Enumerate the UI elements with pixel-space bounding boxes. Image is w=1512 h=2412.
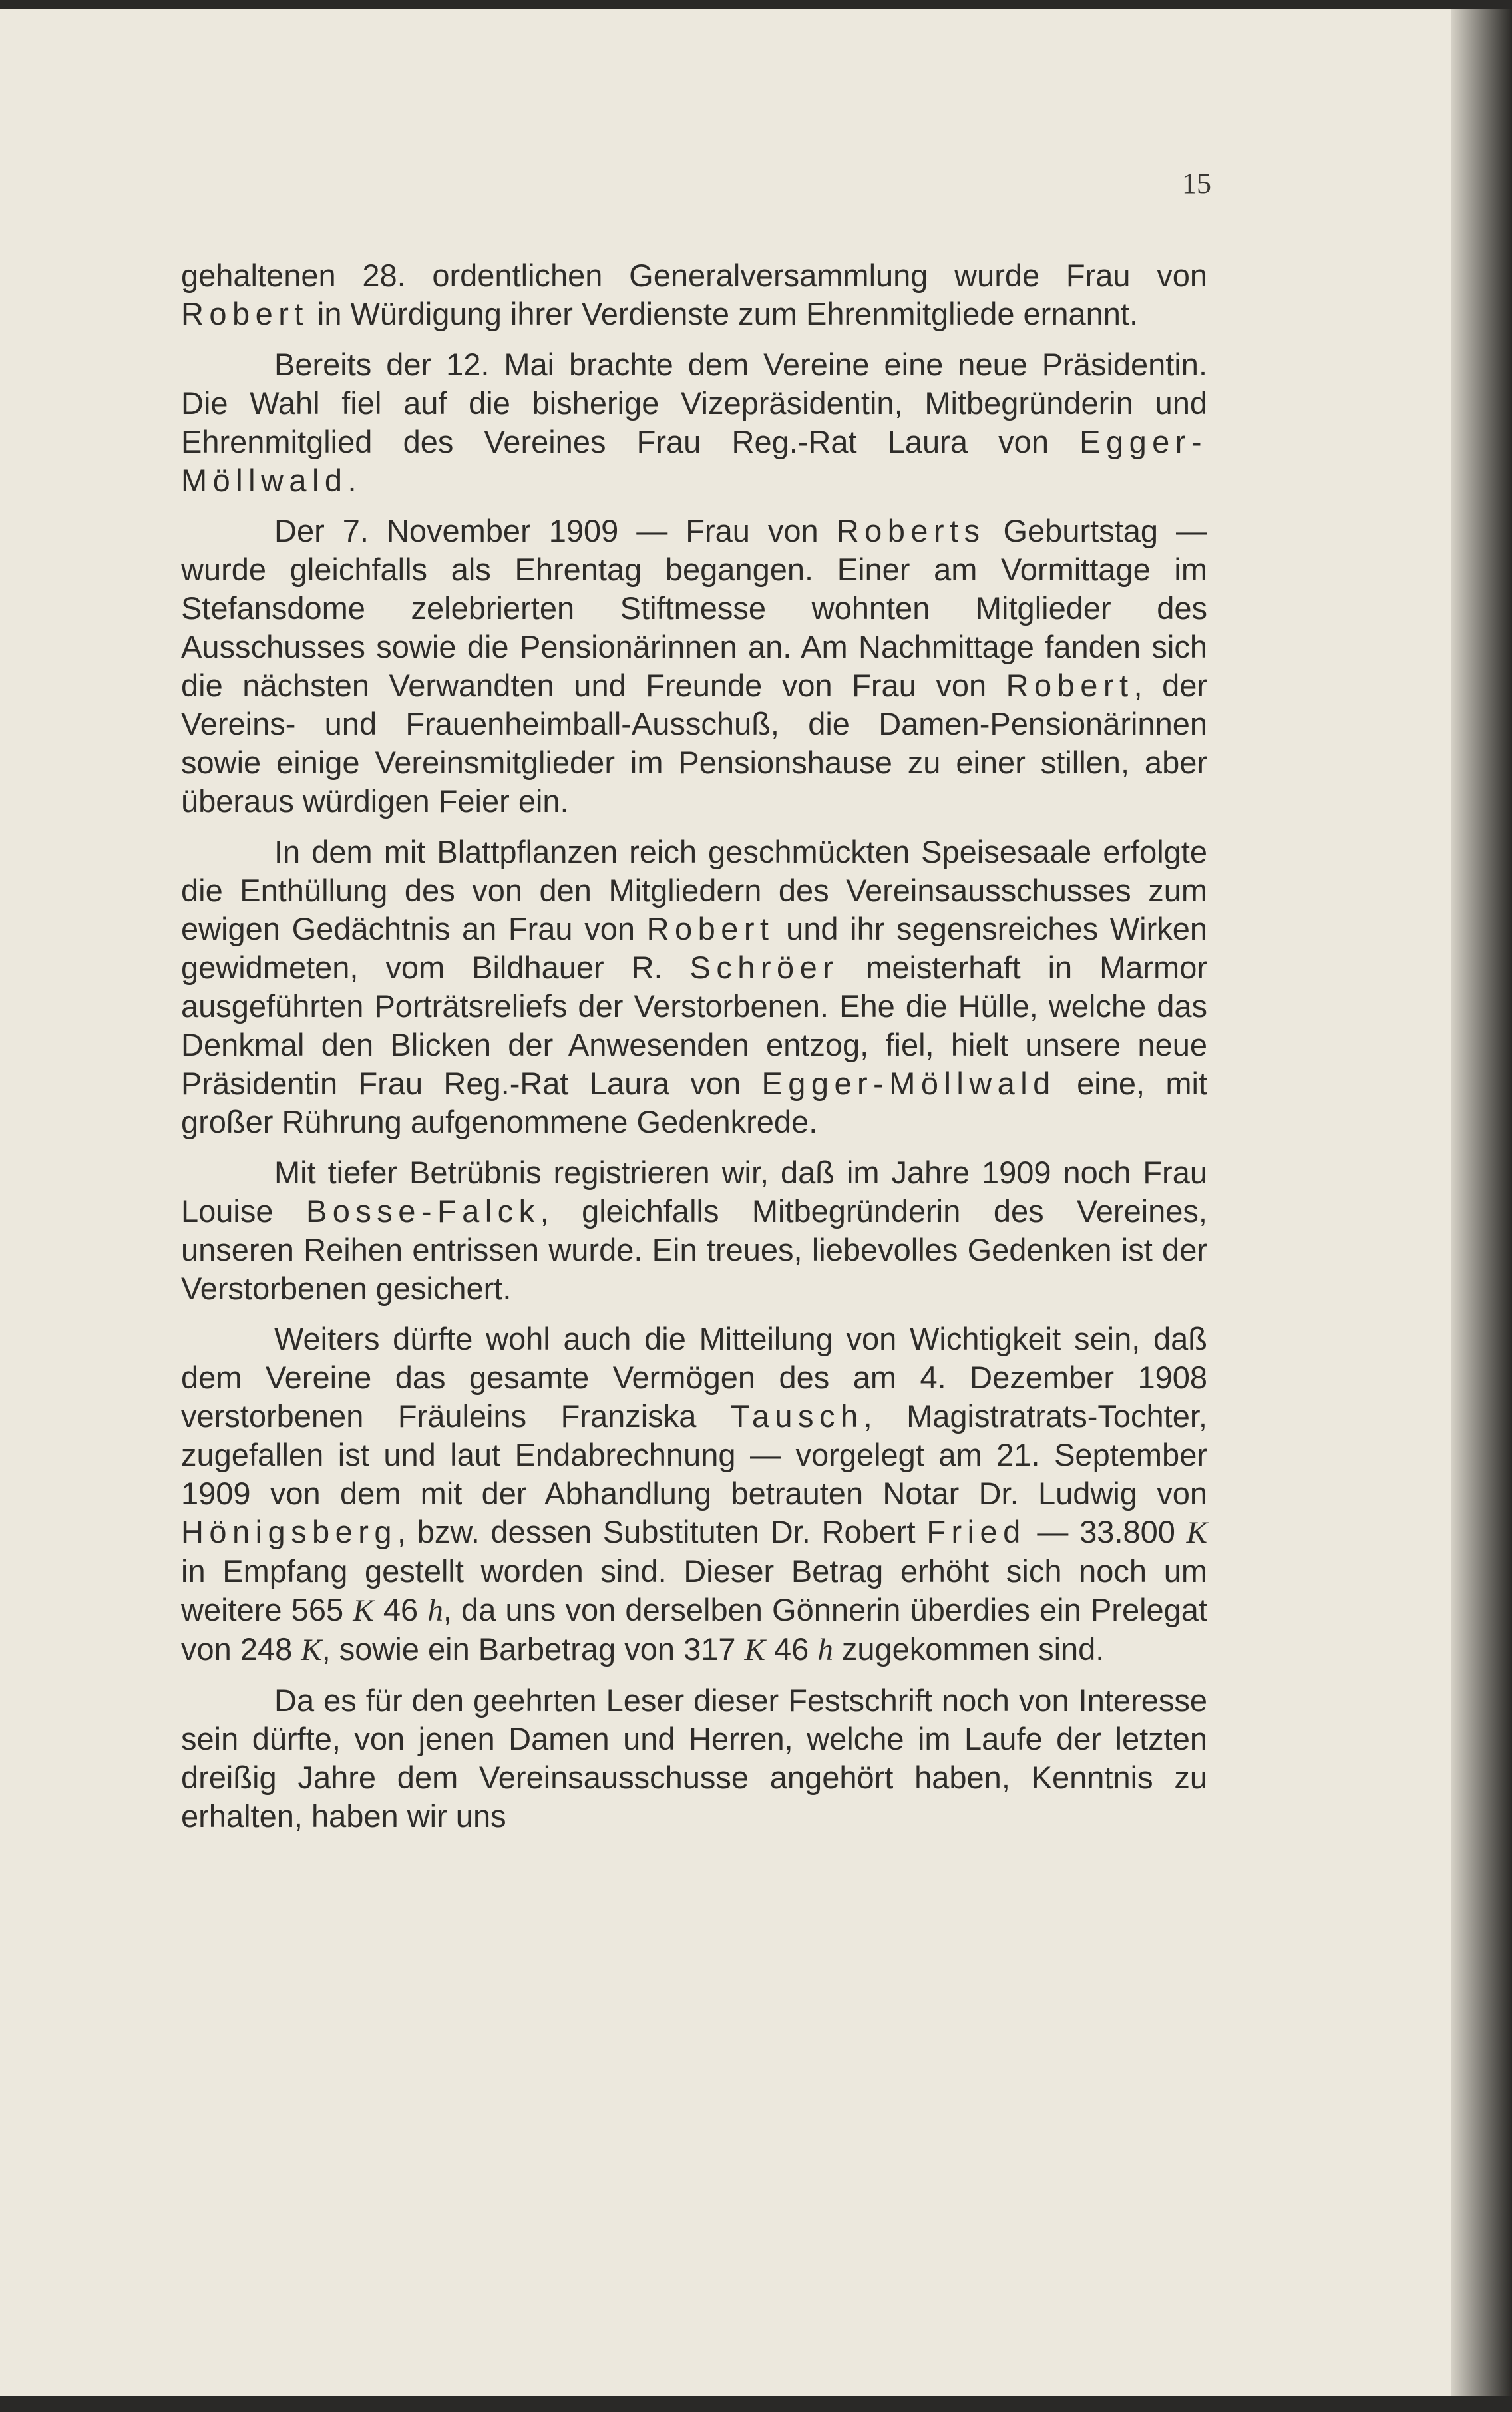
text-run: . <box>347 463 357 498</box>
text-run: , Magistratrats-Tochter, zugefallen ist und laut Endabrechnung — vorgelegt am 21. September 1909 von dem mit der Abhandlung betrauten Notar Dr. Ludwig von <box>181 1398 1207 1511</box>
text-run: — 33.800 <box>1026 1514 1187 1549</box>
spaced-name: Robert <box>646 911 775 946</box>
text-run: Geburtstag — wurde gleichfalls als Ehrentag begangen. Einer am Vormittage im Stefansdome zelebrierten Stiftmesse wohnten Mitglieder des Ausschusses sowie die Pensionärinnen an. Am Nachmittage fanden sich die nächsten Verwandten und Freunde von Frau von <box>181 513 1207 703</box>
page-number: 15 <box>1182 167 1211 200</box>
paragraph <box>181 1681 1207 1836</box>
spaced-name: Hönigsberg <box>181 1514 397 1549</box>
spaced-name: Egger-Möllwald <box>761 1066 1056 1101</box>
text-run: zugekommen sind. <box>833 1631 1105 1667</box>
text-run: Der 7. November 1909 — Frau von <box>274 513 837 548</box>
text-run: In dem mit Blattpflanzen reich geschmückten Speisesaale erfolgte die Enthüllung des von den Mitgliedern des Vereinsausschusses zum ewigen Gedächtnis an Frau von <box>181 834 1207 946</box>
text-run: meisterhaft in Marmor ausgeführten Porträtsreliefs der Verstorbenen. Ehe die Hülle, welche das Denkmal den Blicken der Anwesenden entzog, fiel, hielt unsere neue Präsidentin Frau Reg.-Rat Laura von <box>181 950 1207 1101</box>
text-run: Da es für den geehrten Leser dieser Festschrift noch von Interesse sein dürfte, von jenen Damen und Herren, welche im Laufe der letzten dreißig Jahre dem Vereinsausschusse angehört haben, Kenntnis zu erhalten, haben wir uns <box>181 1683 1207 1834</box>
scan-border-bottom <box>0 2396 1512 2412</box>
text-run: gehaltenen 28. ordentlichen Generalversammlung wurde Frau von <box>181 258 1207 293</box>
spaced-name: Tausch <box>730 1398 864 1434</box>
currency-unit: K <box>301 1633 322 1667</box>
spaced-name: Robert <box>1006 668 1134 703</box>
scan-border-top <box>0 0 1512 9</box>
text-run: eine, mit großer Rührung aufgenommene Gedenkrede. <box>181 1066 1208 1139</box>
currency-unit: h <box>427 1593 443 1628</box>
paragraph <box>181 345 1207 500</box>
paragraph <box>181 1153 1207 1308</box>
text-run: 46 <box>373 1592 428 1627</box>
page-edge-shadow <box>1451 0 1512 2412</box>
spaced-name: Fried <box>926 1514 1026 1549</box>
text-run: in Empfang gestellt worden sind. Dieser Betrag erhöht sich noch um weitere 565 <box>181 1553 1207 1627</box>
currency-unit: h <box>817 1633 833 1667</box>
spaced-name: Schröer <box>689 950 839 985</box>
paragraph <box>181 256 1207 333</box>
text-run: in Würdigung ihrer Verdienste zum Ehrenmitgliede ernannt. <box>308 296 1139 331</box>
paragraph <box>181 1320 1207 1669</box>
text-run: , gleichfalls Mitbegründerin des Vereines, unseren Reihen entrissen wurde. Ein treues, liebevolles Gedenken ist der Verstorbenen gesichert. <box>181 1193 1207 1306</box>
spaced-name: Egger-Möllwald <box>181 424 1207 498</box>
currency-unit: K <box>353 1593 374 1628</box>
text-run: Bereits der 12. Mai brachte dem Vereine eine neue Präsidentin. Die Wahl fiel auf die bisherige Vizepräsidentin, Mitbegründerin und Ehrenmitglied des Vereines Frau Reg.-Rat Laura von <box>181 347 1207 459</box>
text-run: 46 <box>765 1631 818 1667</box>
text-run: Weiters dürfte wohl auch die Mitteilung von Wichtigkeit sein, daß dem Vereine das gesamte Vermögen des am 4. Dezember 1908 verstorbenen Fräuleins Franziska <box>181 1321 1207 1434</box>
spaced-name: Bosse-Falck <box>305 1193 540 1229</box>
text-run: , der Vereins- und Frauenheimball-Ausschuß, die Damen-Pensionärinnen sowie einige Vereinsmitglieder im Pensionshause zu einer stillen, aber überaus würdigen Feier ein. <box>181 668 1208 819</box>
paragraph <box>181 512 1207 821</box>
spaced-name: Robert <box>181 296 309 331</box>
currency-unit: K <box>744 1633 765 1667</box>
paragraph <box>181 833 1207 1141</box>
text-run: und ihr segensreiches Wirken gewidmeten, vom Bildhauer R. <box>181 911 1207 985</box>
currency-unit: K <box>1186 1515 1208 1550</box>
text-run: Mit tiefer Betrübnis registrieren wir, daß im Jahre 1909 noch Frau Louise <box>181 1155 1207 1229</box>
text-run: , sowie ein Barbetrag von 317 <box>321 1631 745 1667</box>
text-run: , bzw. dessen Substituten Dr. Robert <box>397 1514 927 1549</box>
body-text <box>181 256 1207 1848</box>
text-run: , da uns von derselben Gönnerin überdies ein Prelegat von 248 <box>181 1592 1208 1667</box>
spaced-name: Roberts <box>836 513 986 548</box>
